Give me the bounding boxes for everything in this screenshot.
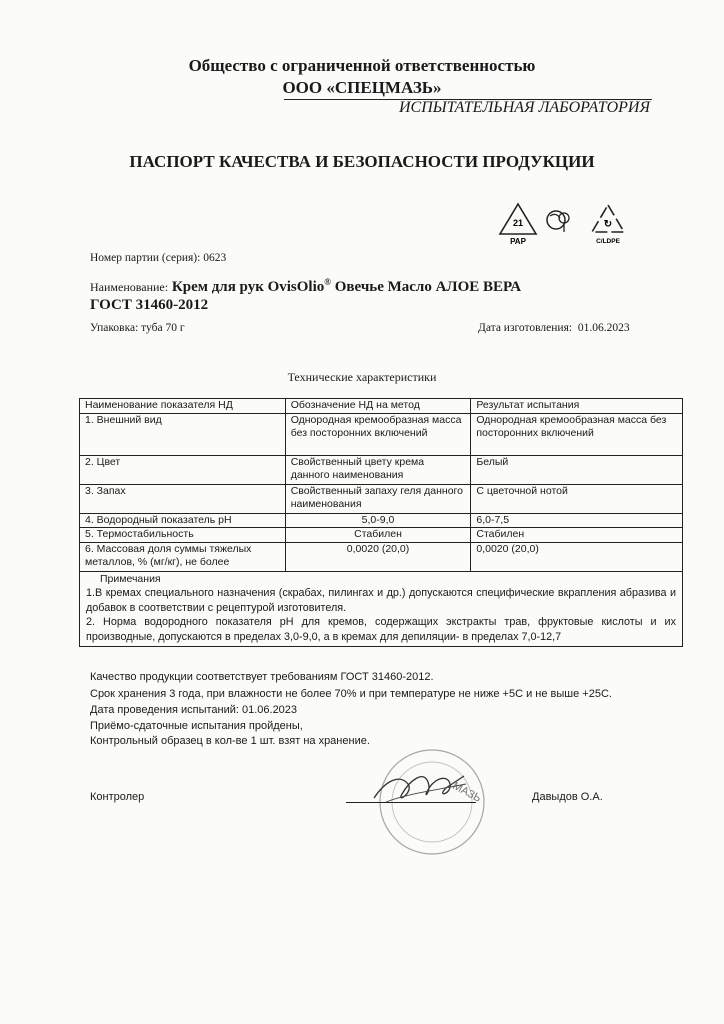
row-result: Однородная кремообразная масса без посторонних включений (471, 413, 683, 455)
row-method: Стабилен (285, 528, 471, 543)
row-result: С цветочной нотой (471, 484, 683, 513)
signature-line (346, 802, 476, 803)
c-ldpe-label: C/LDPE (596, 238, 620, 245)
registered-mark: ® (324, 277, 332, 287)
product-name-part1: Крем для рук OvisOlio (171, 279, 325, 295)
manufacture-date (478, 322, 630, 334)
row-method: 5,0-9,0 (285, 513, 471, 528)
row-name: 6. Массовая доля суммы тяжелых металлов, % (мг/кг), не более (80, 542, 286, 571)
batch-number (90, 252, 226, 264)
row-result: 6,0-7,5 (471, 513, 683, 528)
row-result: 0,0020 (20,0) (471, 542, 683, 571)
product-standard: ГОСТ 31460-2012 (90, 297, 209, 313)
row-method: 0,0020 (20,0) (285, 542, 471, 571)
packaging-value: туба 70 г (141, 322, 185, 334)
batch-value: 0623 (203, 252, 227, 264)
packaging-icons (496, 202, 636, 246)
note-2: 2. Норма водородного показателя рН для кремов, содержащих экстракты трав, фруктовые кислоты и их производные, допускаются в пределах 3,0-9,0, а в кремах для депиляции- в пределах 7,0-12,7 (86, 616, 676, 643)
header-result: Результат испытания (471, 399, 683, 414)
pap-label: PAP (510, 237, 526, 246)
row-method: Однородная кремообразная масса без посторонних включений (285, 413, 471, 455)
food-safe-icon (547, 211, 569, 232)
header-method: Обозначение НД на метод (285, 399, 471, 414)
pap-number: 21 (512, 218, 524, 228)
header-indicator: Наименование показателя НД (80, 399, 286, 414)
acceptance-tests: Приёмо-сдаточные испытания пройдены, (90, 720, 303, 732)
table-row (80, 542, 683, 571)
table-row (80, 413, 683, 455)
row-result: Стабилен (471, 528, 683, 543)
notes-row (80, 571, 683, 647)
svg-text:↻: ↻ (603, 219, 613, 230)
row-method: Свойственный запаху геля данного наименования (285, 484, 471, 513)
note-1: 1.В кремах специального назначения (скрабах, пилингах и др.) допускаются специфические вкрапления абразива и добавок в соответствии с рецептурой изготовителя. (86, 587, 676, 614)
recycle-c-ldpe-icon (592, 205, 624, 245)
stamp-text: МАЗЬ (450, 780, 483, 805)
row-name: 1. Внешний вид (80, 413, 286, 455)
table-row (80, 528, 683, 543)
table-row (80, 484, 683, 513)
notes-cell (80, 571, 683, 647)
product-name-part2: Овечье Масло АЛОЕ ВЕРА (331, 279, 522, 295)
notes-title: Примечания (100, 572, 161, 585)
row-method: Свойственный цвету крема данного наименования (285, 455, 471, 484)
packaging-label: Упаковка: (90, 322, 139, 334)
lab-name: ИСПЫТАТЕЛЬНАЯ ЛАБОРАТОРИЯ (398, 99, 650, 116)
table-row (80, 513, 683, 528)
controller-name: Давыдов О.А. (532, 791, 603, 803)
table-row (80, 455, 683, 484)
manufacture-date-value: 01.06.2023 (577, 322, 630, 334)
product-label: Наименование: (90, 280, 169, 294)
stamp-and-signature (366, 740, 488, 860)
manufacture-date-label: Дата изготовления: (478, 322, 573, 334)
controller-label: Контролер (90, 791, 145, 803)
recycle-pap-icon (500, 204, 536, 246)
batch-label: Номер партии (серия): (90, 252, 201, 264)
org-name-line2: ООО «СПЕЦМАЗЬ» (282, 78, 442, 97)
tech-specs-title: Технические характеристики (287, 370, 437, 384)
document-title: ПАСПОРТ КАЧЕСТВА И БЕЗОПАСНОСТИ ПРОДУКЦИИ (129, 152, 595, 171)
row-name: 5. Термостабильность (80, 528, 286, 543)
row-name: 3. Запах (80, 484, 286, 513)
row-result: Белый (471, 455, 683, 484)
org-name-line1: Общество с ограниченной ответственностью (188, 56, 536, 75)
control-sample: Контрольный образец в кол-ве 1 шт. взят на хранение. (90, 735, 370, 747)
row-name: 4. Водородный показатель рН (80, 513, 286, 528)
packaging (90, 322, 185, 334)
spec-table (79, 398, 683, 647)
shelf-life: Срок хранения 3 года, при влажности не более 70% и при температуре не ниже +5С и не выше +25С. (90, 688, 612, 700)
table-header-row (80, 399, 683, 414)
row-name: 2. Цвет (80, 455, 286, 484)
quality-statement: Качество продукции соответствует требованиям ГОСТ 31460-2012. (90, 671, 434, 683)
product-name (90, 277, 521, 296)
test-date: Дата проведения испытаний: 01.06.2023 (90, 704, 298, 716)
